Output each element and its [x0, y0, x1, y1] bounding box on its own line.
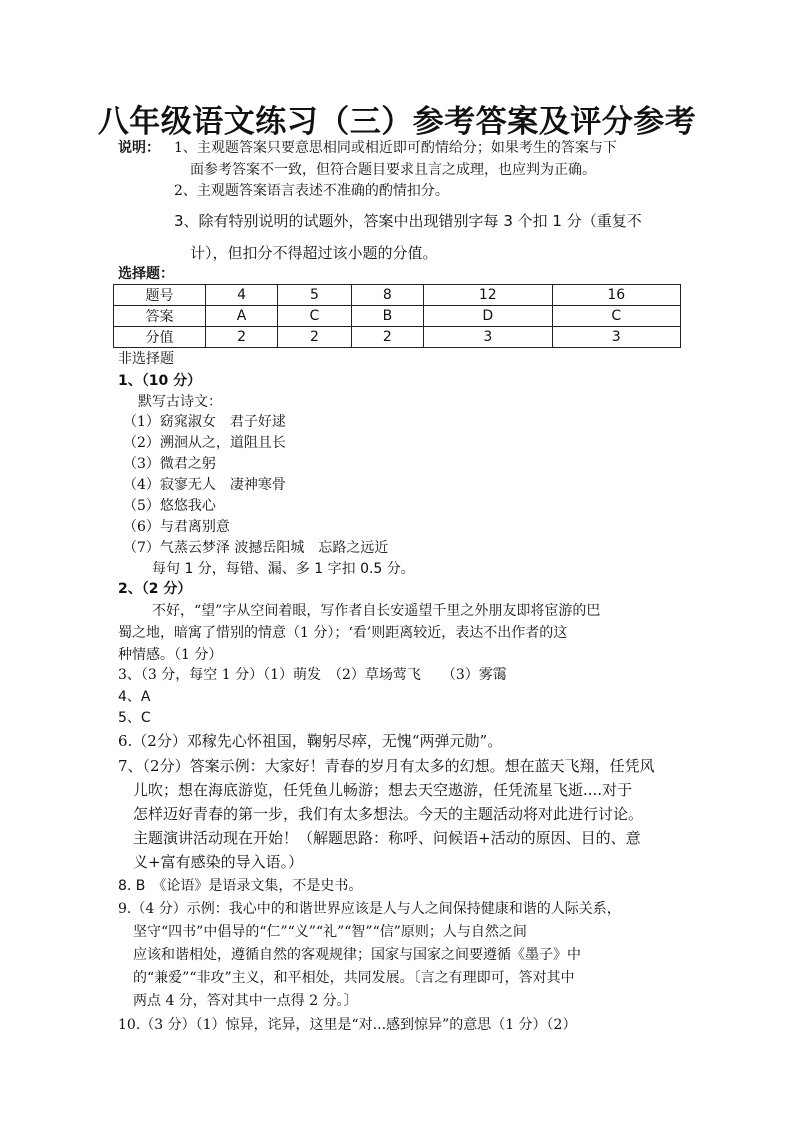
- q9-line: 的“兼爱”“非攻”主义，和平相处，共同发展。〔言之有理即可，答对其中: [133, 970, 575, 986]
- q3-answer: 3、（3 分，每空 1 分）（1）萌发 （2）草场莺飞 （3）雾霭: [118, 667, 507, 683]
- table-cell: 12: [424, 285, 552, 306]
- table-cell: 2: [278, 327, 352, 348]
- q1-item: （6）与君离别意: [123, 519, 230, 535]
- table-cell: 3: [552, 327, 680, 348]
- q2-line: 蜀之地，暗寓了惜别的情意（1 分）；‘看’则距离较近，表达不出作者的这: [118, 625, 568, 641]
- q8-answer: 8. B 《论语》是语录文集，不是史书。: [118, 878, 363, 894]
- table-row: [114, 306, 681, 327]
- q9-line: 坚守“四书”中倡导的“仁”“义”“礼”“智”“信”原则；人与自然之间: [133, 924, 527, 940]
- row-label: 分值: [114, 327, 206, 348]
- row-label: 答案: [114, 306, 206, 327]
- table-cell: C: [552, 306, 680, 327]
- note-1-line-1: 1、主观题答案只要意思相同或相近即可酌情给分；如果考生的答案与下: [174, 140, 617, 156]
- q9-line: 应该和谐相处，遵循自然的客观规律；国家与国家之间要遵循《墨子》中: [133, 947, 581, 963]
- table-cell: C: [278, 306, 352, 327]
- q7-line: 7、（2分）答案示例：大家好！青春的岁月有太多的幻想。想在蓝天飞翔，任凭风: [118, 757, 655, 775]
- table-row: [114, 327, 681, 348]
- q7-line: 怎样迈好青春的第一步，我们有太多想法。今天的主题活动将对此进行讨论。: [133, 805, 644, 823]
- page-title: 八年级语文练习（三）参考答案及评分参考: [97, 104, 697, 140]
- table-cell: 8: [351, 285, 423, 306]
- q1-item: （5）悠悠我心: [123, 498, 216, 514]
- q2-heading: 2、（2 分）: [118, 581, 192, 597]
- q7-line: 义+富有感染的导入语。）: [133, 853, 304, 871]
- table-cell: B: [351, 306, 423, 327]
- q4-answer: 4、A: [118, 689, 151, 705]
- q1-item: （4）寂寥无人 凄神寒骨: [123, 477, 286, 493]
- notes-label: 说明：: [118, 140, 160, 156]
- note-1-line-2: 面参考答案不一致，但符合题目要求且言之成理，也应判为正确。: [190, 162, 596, 178]
- table-cell: 2: [351, 327, 423, 348]
- note-2: 2、主观题答案语言表述不准确的酌情扣分。: [174, 183, 449, 199]
- q7-line: 主题演讲活动现在开始！（解题思路：称呼、问候语+活动的原因、目的、意: [133, 829, 641, 847]
- table-cell: 16: [552, 285, 680, 306]
- q1-intro: 默写古诗文：: [138, 394, 222, 410]
- q9-line: 两点 4 分，答对其中一点得 2 分。〕: [133, 993, 358, 1009]
- q1-scoring: 每句 1 分，每错、漏、多 1 字扣 0.5 分。: [152, 561, 415, 577]
- q6-answer: 6.（2分）邓稼先心怀祖国，鞠躬尽瘁，无愧“两弹元勋”。: [118, 732, 503, 750]
- q5-answer: 5、C: [118, 710, 151, 726]
- q10-line: 10.（3 分）（1）惊异，诧异，这里是“对...感到惊异”的意思（1 分）（2）: [118, 1017, 577, 1033]
- q7-line: 儿吹；想在海底游览，任凭鱼儿畅游；想去天空遨游，任凭流星飞逝....对于: [133, 781, 633, 799]
- q1-item: （7）气蒸云梦泽 波撼岳阳城 忘路之远近: [123, 540, 389, 556]
- table-cell: 4: [206, 285, 278, 306]
- note-3-line-2: 计），但扣分不得超过该小题的分值。: [190, 244, 438, 262]
- table-cell: A: [206, 306, 278, 327]
- table-row: [114, 285, 681, 306]
- q9-line: 9.（4 分）示例：我心中的和谐世界应该是人与人之间保持健康和谐的人际关系，: [118, 901, 621, 917]
- q2-line: 不好，“望”字从空间着眼，写作者自长安遥望千里之外朋友即将宦游的巴: [152, 603, 601, 619]
- nonchoice-heading: 非选择题: [118, 351, 174, 367]
- q2-line: 种情感。（1 分）: [118, 647, 223, 663]
- row-label: 题号: [114, 285, 206, 306]
- table-cell: 3: [424, 327, 552, 348]
- note-3-line-1: 3、除有特别说明的试题外，答案中出现错别字每 3 个扣 1 分（重复不: [174, 212, 642, 230]
- choice-heading: 选择题：: [118, 266, 174, 282]
- choice-answer-table: [113, 284, 681, 348]
- table-cell: 5: [278, 285, 352, 306]
- q1-heading: 1、（10 分）: [118, 373, 202, 389]
- table-cell: 2: [206, 327, 278, 348]
- q1-item: （2）溯洄从之，道阻且长: [123, 435, 286, 451]
- table-cell: D: [424, 306, 552, 327]
- q1-item: （3）微君之躬: [123, 456, 216, 472]
- q1-item: （1）窈窕淑女 君子好逑: [123, 414, 286, 430]
